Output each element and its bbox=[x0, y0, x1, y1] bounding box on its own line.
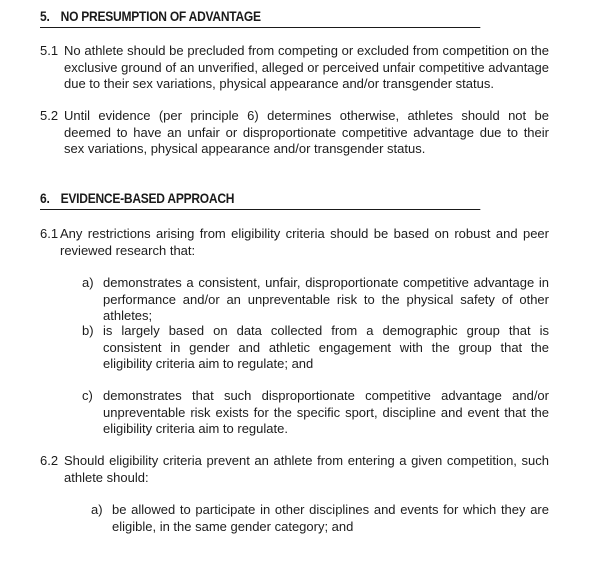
clause-5-2-label: 5.2 bbox=[40, 108, 59, 123]
clause-5-1-label: 5.1 bbox=[40, 43, 59, 58]
clause-5-1 bbox=[40, 43, 549, 93]
section-5-number: 5. bbox=[40, 8, 50, 24]
section-6-number: 6. bbox=[40, 190, 50, 206]
clause-6-2-text: Should eligibility criteria prevent an athlete from entering a given competition, such athlete should: bbox=[64, 453, 549, 485]
clause-6-1 bbox=[40, 226, 549, 259]
section-6-title: EVIDENCE-BASED APPROACH bbox=[60, 190, 235, 206]
section-6-heading bbox=[40, 190, 480, 210]
section-5-heading bbox=[40, 8, 480, 28]
clause-6-1-c-text: demonstrates that such disproportionate competitive advantage and/or unpreventable risk exists for the specific sport, discipline and event that the eligibility criteria aim to regulate. bbox=[103, 388, 549, 436]
clause-6-1-b bbox=[82, 323, 549, 373]
clause-6-1-a bbox=[82, 275, 549, 325]
clause-6-1-c bbox=[82, 388, 549, 438]
clause-6-1-b-text: is largely based on data collected from a demographic group that is consistent in gender and athletic engagement with the group that the eligibility criteria aim to regulate; and bbox=[103, 323, 549, 371]
clause-6-2-a bbox=[91, 502, 549, 535]
clause-6-2-a-label: a) bbox=[91, 502, 103, 517]
clause-6-1-text: Any restrictions arising from eligibility criteria should be based on robust and peer reviewed research that: bbox=[60, 226, 549, 258]
clause-6-2-a-text: be allowed to participate in other disciplines and events for which they are eligible, in the same gender category; and bbox=[112, 502, 549, 534]
clause-5-2-text: Until evidence (per principle 6) determines otherwise, athletes should not be deemed to have an unfair or disproportionate competitive advantage due to their sex variations, physical appearance and/or transgender status. bbox=[64, 108, 549, 156]
clause-6-2 bbox=[40, 453, 549, 486]
clause-6-1-label: 6.1 bbox=[40, 226, 59, 241]
clause-6-1-a-label: a) bbox=[82, 275, 94, 290]
section-5-title: NO PRESUMPTION OF ADVANTAGE bbox=[60, 8, 261, 24]
clause-6-2-label: 6.2 bbox=[40, 453, 59, 468]
clause-6-1-a-text: demonstrates a consistent, unfair, disproportionate competitive advantage in performance and/or an unpreventable risk to the physical safety of other athletes; bbox=[103, 275, 549, 323]
clause-6-1-b-label: b) bbox=[82, 323, 94, 338]
clause-6-1-c-label: c) bbox=[82, 388, 93, 403]
clause-5-2 bbox=[40, 108, 549, 158]
clause-5-1-text: No athlete should be precluded from competing or excluded from competition on the exclusive ground of an unverified, alleged or perceived unfair competitive advantage due to their sex variations, physical appearance and/or transgender status. bbox=[64, 43, 549, 91]
